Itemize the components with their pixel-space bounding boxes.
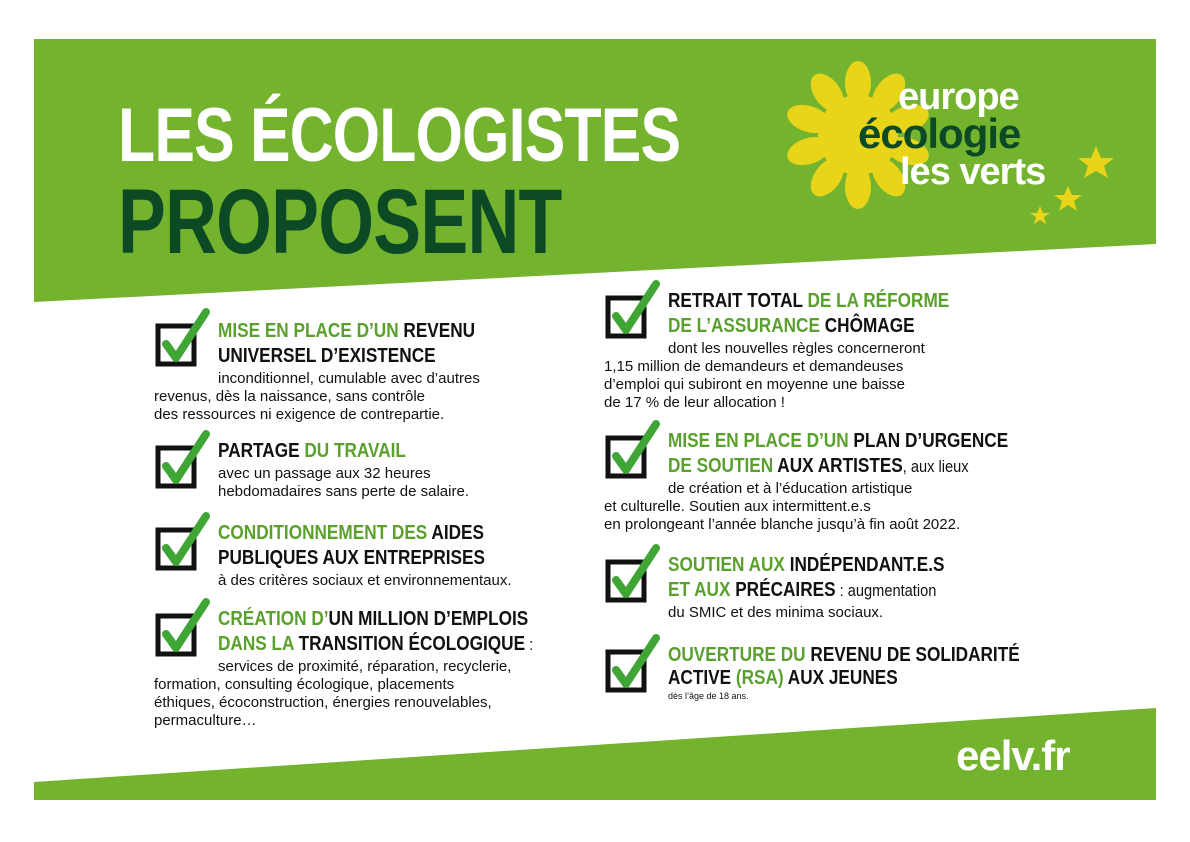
checkmark-icon (604, 420, 660, 482)
logo-europe: europe (898, 76, 1019, 118)
checkmark-icon (604, 280, 660, 342)
checkmark-icon (154, 308, 210, 370)
logo-les-verts: les verts (900, 151, 1046, 193)
website-link[interactable]: eelv.fr (956, 732, 1070, 779)
logo-ecologie: écologie (858, 110, 1021, 157)
checkmark-icon (154, 598, 210, 660)
checkmark-icon (154, 430, 210, 492)
page-title-line2: PROPOSENT (118, 171, 562, 273)
checkmark-icon (604, 544, 660, 606)
page-title-line1: LES ÉCOLOGISTES (118, 93, 681, 178)
checkmark-icon (154, 512, 210, 574)
checkmark-icon (604, 634, 660, 696)
